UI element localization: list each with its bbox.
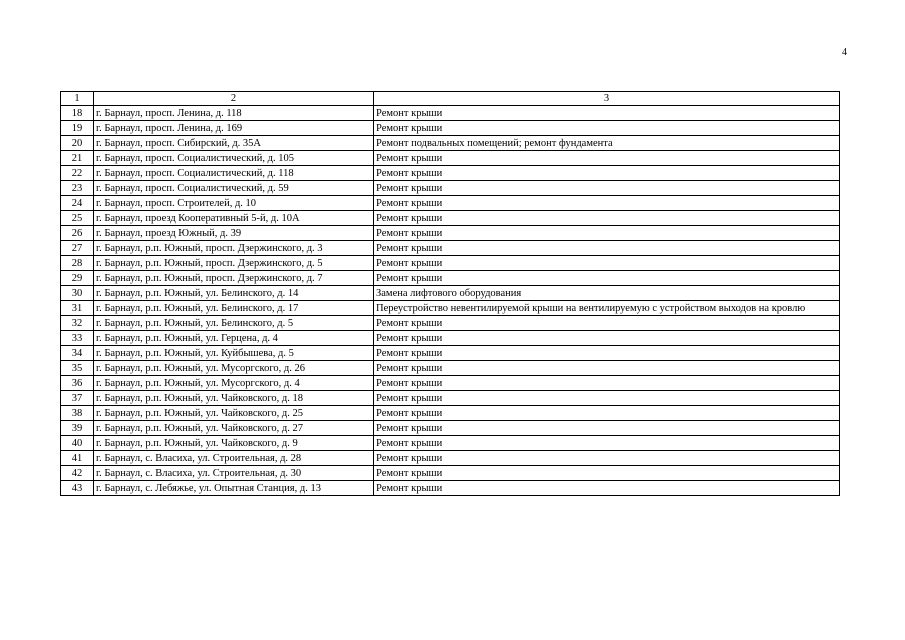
work-type-cell: Ремонт крыши — [374, 361, 840, 376]
work-type-cell: Ремонт крыши — [374, 181, 840, 196]
table-row — [61, 151, 840, 166]
table-row — [61, 196, 840, 211]
column-header-address: 2 — [94, 92, 374, 106]
table-row — [61, 226, 840, 241]
row-number: 38 — [61, 406, 94, 421]
address-cell: г. Барнаул, р.п. Южный, ул. Белинского, д. 17 — [94, 301, 374, 316]
work-type-cell: Ремонт подвальных помещений; ремонт фундамента — [374, 136, 840, 151]
address-cell: г. Барнаул, просп. Социалистический, д. 118 — [94, 166, 374, 181]
table-row — [61, 421, 840, 436]
address-cell: г. Барнаул, р.п. Южный, ул. Чайковского, д. 9 — [94, 436, 374, 451]
work-type-cell: Ремонт крыши — [374, 196, 840, 211]
table-row — [61, 391, 840, 406]
table-row — [61, 346, 840, 361]
row-number: 37 — [61, 391, 94, 406]
column-header-work-type: 3 — [374, 92, 840, 106]
work-type-cell: Ремонт крыши — [374, 466, 840, 481]
table-row — [61, 361, 840, 376]
work-type-cell: Ремонт крыши — [374, 421, 840, 436]
table-row — [61, 436, 840, 451]
address-cell: г. Барнаул, р.п. Южный, ул. Белинского, д. 14 — [94, 286, 374, 301]
row-number: 32 — [61, 316, 94, 331]
row-number: 36 — [61, 376, 94, 391]
address-cell: г. Барнаул, с. Власиха, ул. Строительная, д. 28 — [94, 451, 374, 466]
table-row — [61, 181, 840, 196]
row-number: 40 — [61, 436, 94, 451]
row-number: 19 — [61, 121, 94, 136]
row-number: 25 — [61, 211, 94, 226]
row-number: 21 — [61, 151, 94, 166]
table-row — [61, 331, 840, 346]
work-type-cell: Ремонт крыши — [374, 481, 840, 496]
address-cell: г. Барнаул, с. Лебяжье, ул. Опытная Станция, д. 13 — [94, 481, 374, 496]
work-type-cell: Ремонт крыши — [374, 316, 840, 331]
work-type-cell: Ремонт крыши — [374, 151, 840, 166]
address-cell: г. Барнаул, р.п. Южный, просп. Дзержинского, д. 3 — [94, 241, 374, 256]
table-header-row — [61, 92, 840, 106]
address-cell: г. Барнаул, р.п. Южный, ул. Белинского, д. 5 — [94, 316, 374, 331]
row-number: 31 — [61, 301, 94, 316]
table-row — [61, 106, 840, 121]
row-number: 18 — [61, 106, 94, 121]
row-number: 42 — [61, 466, 94, 481]
address-cell: г. Барнаул, р.п. Южный, ул. Чайковского, д. 25 — [94, 406, 374, 421]
address-cell: г. Барнаул, р.п. Южный, ул. Куйбышева, д. 5 — [94, 346, 374, 361]
row-number: 23 — [61, 181, 94, 196]
work-type-cell: Ремонт крыши — [374, 106, 840, 121]
table-row — [61, 376, 840, 391]
row-number: 28 — [61, 256, 94, 271]
row-number: 33 — [61, 331, 94, 346]
work-type-cell: Ремонт крыши — [374, 211, 840, 226]
table-row — [61, 286, 840, 301]
work-type-cell: Ремонт крыши — [374, 376, 840, 391]
table-row — [61, 481, 840, 496]
address-cell: г. Барнаул, просп. Социалистический, д. 59 — [94, 181, 374, 196]
works-table — [60, 91, 840, 496]
row-number: 39 — [61, 421, 94, 436]
work-type-cell: Ремонт крыши — [374, 226, 840, 241]
address-cell: г. Барнаул, просп. Социалистический, д. 105 — [94, 151, 374, 166]
table-row — [61, 136, 840, 151]
table-row — [61, 256, 840, 271]
work-type-cell: Ремонт крыши — [374, 271, 840, 286]
page-number: 4 — [842, 47, 847, 58]
row-number: 30 — [61, 286, 94, 301]
work-type-cell: Ремонт крыши — [374, 406, 840, 421]
table-row — [61, 301, 840, 316]
address-cell: г. Барнаул, р.п. Южный, ул. Мусоргского, д. 4 — [94, 376, 374, 391]
address-cell: г. Барнаул, просп. Строителей, д. 10 — [94, 196, 374, 211]
row-number: 27 — [61, 241, 94, 256]
address-cell: г. Барнаул, просп. Сибирский, д. 35А — [94, 136, 374, 151]
work-type-cell: Ремонт крыши — [374, 166, 840, 181]
row-number: 34 — [61, 346, 94, 361]
table-row — [61, 406, 840, 421]
work-type-cell: Переустройство невентилируемой крыши на вентилируемую с устройством выходов на кровлю — [374, 301, 840, 316]
address-cell: г. Барнаул, р.п. Южный, просп. Дзержинского, д. 7 — [94, 271, 374, 286]
table-row — [61, 241, 840, 256]
row-number: 35 — [61, 361, 94, 376]
address-cell: г. Барнаул, р.п. Южный, ул. Мусоргского, д. 26 — [94, 361, 374, 376]
work-type-cell: Ремонт крыши — [374, 346, 840, 361]
row-number: 24 — [61, 196, 94, 211]
table-row — [61, 271, 840, 286]
address-cell: г. Барнаул, проезд Кооперативный 5-й, д. 10А — [94, 211, 374, 226]
address-cell: г. Барнаул, просп. Ленина, д. 169 — [94, 121, 374, 136]
table-row — [61, 316, 840, 331]
address-cell: г. Барнаул, проезд Южный, д. 39 — [94, 226, 374, 241]
address-cell: г. Барнаул, р.п. Южный, ул. Герцена, д. 4 — [94, 331, 374, 346]
row-number: 43 — [61, 481, 94, 496]
work-type-cell: Ремонт крыши — [374, 436, 840, 451]
work-type-cell: Ремонт крыши — [374, 241, 840, 256]
work-type-cell: Ремонт крыши — [374, 256, 840, 271]
table-row — [61, 166, 840, 181]
address-cell: г. Барнаул, просп. Ленина, д. 118 — [94, 106, 374, 121]
table-row — [61, 121, 840, 136]
table-row — [61, 451, 840, 466]
address-cell: г. Барнаул, р.п. Южный, ул. Чайковского, д. 27 — [94, 421, 374, 436]
work-type-cell: Ремонт крыши — [374, 121, 840, 136]
work-type-cell: Замена лифтового оборудования — [374, 286, 840, 301]
row-number: 20 — [61, 136, 94, 151]
address-cell: г. Барнаул, р.п. Южный, ул. Чайковского, д. 18 — [94, 391, 374, 406]
address-cell: г. Барнаул, р.п. Южный, просп. Дзержинского, д. 5 — [94, 256, 374, 271]
work-type-cell: Ремонт крыши — [374, 391, 840, 406]
row-number: 26 — [61, 226, 94, 241]
row-number: 22 — [61, 166, 94, 181]
table-row — [61, 466, 840, 481]
row-number: 29 — [61, 271, 94, 286]
address-cell: г. Барнаул, с. Власиха, ул. Строительная, д. 30 — [94, 466, 374, 481]
table-row — [61, 211, 840, 226]
work-type-cell: Ремонт крыши — [374, 451, 840, 466]
work-type-cell: Ремонт крыши — [374, 331, 840, 346]
column-header-number: 1 — [61, 92, 94, 106]
table-body — [61, 106, 840, 496]
row-number: 41 — [61, 451, 94, 466]
